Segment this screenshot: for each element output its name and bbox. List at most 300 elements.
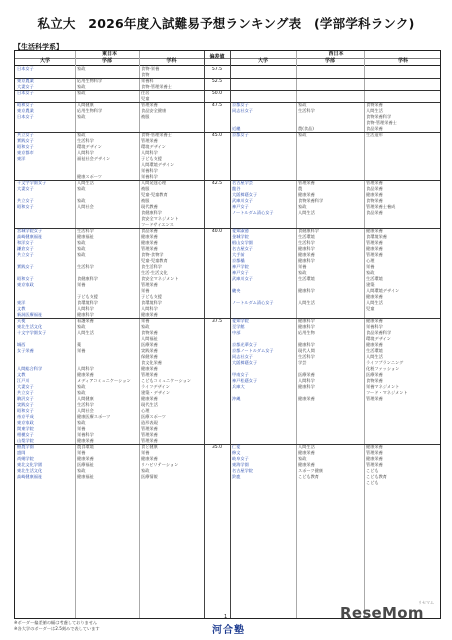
west-university-cell: ノートルダム清心女子: [232, 210, 274, 215]
footnote-2: ※各大学のボーダーは2.5刻みで表しています: [14, 626, 100, 631]
east-faculty-cell: 応用生物科学: [77, 78, 103, 83]
west-faculty-cell: 生活科学: [298, 240, 315, 245]
west-department-cell: 心理: [366, 258, 375, 263]
east-faculty-cell: 家政: [77, 468, 86, 473]
east-department-cell: 医療スポーツ: [141, 414, 166, 419]
east-department-cell: 健康栄養: [141, 396, 158, 401]
east-department-cell: 管理栄養: [141, 438, 158, 443]
difficulty-value: 37.5: [211, 319, 223, 324]
east-department-cell: こどもコミュニケーション: [141, 378, 191, 383]
east-department-cell: 食物: [141, 72, 150, 77]
east-university-cell: 共立女子: [17, 198, 34, 203]
east-department-cell: 管理栄養: [141, 246, 158, 251]
east-university-cell: 天使: [17, 318, 26, 323]
difficulty-value: 52.5: [211, 79, 223, 84]
east-department-cell: 子ども支援: [141, 156, 162, 161]
east-university-cell: 大妻女子: [17, 384, 34, 389]
east-faculty-cell: 家政: [77, 132, 86, 137]
west-department-cell: 管理栄養: [366, 450, 383, 455]
east-faculty-cell: 食健康科学: [77, 276, 98, 281]
east-university-cell: 昭和女子: [17, 144, 34, 149]
west-department-cell: 管理栄養: [366, 252, 383, 257]
west-university-cell: ノートルダム清心女子: [232, 300, 274, 305]
east-university-cell: 高崎健康福祉: [17, 474, 43, 479]
east-department-cell: 管理栄養: [141, 102, 158, 107]
east-faculty-cell: 人間健康: [77, 102, 94, 107]
west-department-cell: ライフプランニング: [366, 360, 404, 365]
ranking-table: [14, 50, 441, 619]
east-faculty-cell: 栄養: [77, 450, 86, 455]
east-col-dept: 学科: [166, 58, 177, 64]
east-university-cell: 関東学院: [17, 426, 34, 431]
east-department-cell: 児童: [141, 96, 150, 101]
east-faculty-cell: 人間社会: [77, 408, 94, 413]
west-faculty-cell: 食健康科学: [298, 228, 319, 233]
east-university-cell: 実践女子: [17, 402, 34, 407]
publisher-logo: 河合塾: [212, 625, 245, 636]
west-department-cell: 食品栄養: [366, 186, 383, 191]
watermark-sub: リセマム: [418, 600, 434, 605]
west-col-faculty: 学部: [324, 58, 335, 64]
east-faculty-cell: 人間生活: [77, 330, 94, 335]
east-university-cell: 東北生活文化: [17, 468, 43, 473]
west-university-cell: 神戸女子: [232, 204, 249, 209]
west-faculty-cell: 人間科学: [298, 378, 315, 383]
east-university-cell: 實践女子: [17, 138, 34, 143]
east-university-cell: 城西: [17, 342, 26, 347]
west-university-cell: 京都ノートルダム女子: [232, 348, 274, 353]
west-department-cell: 人間生活: [366, 108, 383, 113]
west-university-cell: 武庫川女子: [232, 198, 253, 203]
east-faculty-cell: 人間社会: [77, 204, 94, 209]
east-faculty-cell: 人間科学: [77, 150, 94, 155]
east-university-cell: 盛岡: [17, 450, 26, 455]
east-department-cell: 人間環境デザイン: [141, 162, 175, 167]
east-department-cell: 管理栄養: [141, 426, 158, 431]
east-department-cell: 栄養: [141, 318, 150, 323]
west-faculty-cell: 健康科学: [298, 288, 315, 293]
east-faculty-cell: 栄養科学: [77, 432, 94, 437]
west-faculty-cell: 家政: [298, 270, 307, 275]
west-department-cell: 化粧ファッション: [366, 366, 400, 371]
east-department-cell: 被服: [141, 186, 150, 191]
west-university-cell: 金城学院: [232, 234, 249, 239]
west-faculty-cell: 健康栄養: [298, 450, 315, 455]
east-department-cell: 食物栄養: [141, 330, 158, 335]
west-university-cell: 近畿: [232, 126, 241, 131]
watermark-logo: ReseMom: [340, 604, 424, 622]
east-faculty-cell: 生活科学: [77, 402, 94, 407]
west-faculty-cell: 健康科学: [298, 384, 315, 389]
west-university-cell: 畿央: [232, 288, 241, 293]
east-department-cell: 人間発達心理: [141, 180, 167, 185]
east-faculty-cell: メディアコミュニケーション: [77, 378, 131, 383]
east-faculty-cell: 家政: [77, 384, 86, 389]
west-faculty-cell: 管理栄養: [298, 180, 315, 185]
east-department-cell: 管理栄養: [141, 138, 158, 143]
east-university-cell: 十文字学園女子: [17, 330, 47, 335]
west-university-cell: 鈴鹿: [232, 474, 241, 479]
page-title: 私立大 2026年度入試難易予想ランキング表 (学部学科ランク): [37, 16, 415, 31]
difficulty-value: 35.0: [211, 445, 223, 450]
east-department-cell: 健康栄養: [141, 312, 158, 317]
east-department-cell: 被服: [141, 114, 150, 119]
west-university-cell: 京都女子: [232, 102, 249, 107]
east-university-cell: 東京家政: [17, 420, 34, 425]
east-faculty-cell: 健康スポーツ: [77, 174, 102, 179]
west-faculty-cell: 生活科学: [298, 108, 315, 113]
west-faculty-cell: 健康科学: [298, 318, 315, 323]
west-department-cell: こども: [366, 468, 379, 473]
east-university-cell: 鎌倉女子: [17, 246, 34, 251]
divider: [139, 51, 140, 618]
east-col-faculty: 学部: [101, 58, 112, 64]
west-faculty-cell: 健康栄養: [298, 396, 315, 401]
east-faculty-cell: 家政: [77, 324, 86, 329]
east-university-cell: 東北生活文化: [17, 324, 43, 329]
west-university-cell: 中部: [232, 330, 241, 335]
east-department-cell: 健康栄養: [141, 366, 158, 371]
west-university-cell: 修文: [232, 450, 241, 455]
west-department-cell: 児童: [366, 306, 375, 311]
east-department-cell: 栄養: [141, 450, 150, 455]
east-faculty-cell: 医療福祉: [77, 462, 94, 467]
west-department-cell: フード・マネジメント: [366, 390, 408, 395]
west-faculty-cell: こども教育: [298, 474, 319, 479]
east-department-cell: 食物-食物学: [141, 252, 164, 257]
east-university-cell: 新潟医療福祉: [17, 312, 43, 317]
west-japan-header: 西日本: [328, 51, 344, 57]
east-faculty-cell: 人間科学: [77, 306, 94, 311]
west-faculty-cell: 生活環境: [298, 234, 315, 239]
east-department-cell: ライフデザイン: [141, 384, 170, 389]
west-university-cell: 沖縄: [232, 396, 241, 401]
east-university-cell: 共立女子: [17, 132, 34, 137]
divider: [75, 51, 76, 618]
east-faculty-cell: 食環境科学: [77, 300, 98, 305]
east-university-cell: 山梨学院: [17, 438, 34, 443]
east-faculty-cell: 家政: [77, 90, 86, 95]
west-faculty-cell: 生活科学: [298, 354, 315, 359]
east-faculty-cell: 家政: [77, 420, 86, 425]
east-department-cell: 建築・デザイン: [141, 390, 171, 395]
east-university-cell: 東京農業: [17, 108, 34, 113]
west-department-cell: 健康栄養: [366, 342, 383, 347]
west-department-cell: 健康栄養: [366, 444, 383, 449]
east-university-cell: 尚絅学院: [17, 456, 34, 461]
east-university-cell: 女子栄養: [17, 348, 34, 353]
west-department-cell: 食物栄養: [366, 198, 383, 203]
east-department-cell: 人間科学: [141, 306, 158, 311]
west-department-cell: 健康栄養: [366, 246, 383, 251]
west-faculty-cell: 家政: [298, 456, 307, 461]
difficulty-value: 50.0: [211, 91, 223, 96]
east-department-cell: 人間科学: [141, 150, 158, 155]
west-university-cell: 龍谷: [232, 186, 241, 191]
east-department-cell: 人間福祉: [141, 336, 158, 341]
west-university-cell: 大手前: [232, 252, 245, 257]
east-department-cell: 健康栄養: [141, 456, 158, 461]
east-university-cell: 酪農学園: [17, 444, 34, 449]
west-university-cell: 武庫川女子: [232, 276, 253, 281]
west-department-cell: 生活環境: [366, 276, 383, 281]
east-department-cell: 栄養科学: [141, 174, 158, 179]
west-university-cell: 椙山女学園: [232, 240, 253, 245]
west-department-cell: 健康栄養: [366, 192, 383, 197]
east-university-cell: 帝京平成: [17, 414, 34, 419]
west-department-cell: 生活造形: [366, 132, 383, 137]
west-department-cell: 栄養: [366, 264, 375, 269]
west-faculty-cell: 応用生物: [298, 330, 315, 335]
footnote-1: ※ボーダー偏差値の幅は考慮しておりません: [14, 620, 98, 625]
east-faculty-cell: 人間健康: [77, 396, 94, 401]
west-faculty-cell: 医療栄養: [298, 372, 315, 377]
west-faculty-cell: 健康栄養: [298, 252, 315, 257]
west-department-cell: 管理栄養: [366, 396, 383, 401]
east-university-cell: 東京家政: [17, 282, 34, 287]
east-university-cell: 相模女子: [17, 432, 34, 437]
east-faculty-cell: 栄養: [77, 282, 86, 287]
east-university-cell: 共立女子: [17, 252, 34, 257]
east-university-cell: 昭和女子: [17, 102, 34, 107]
east-department-cell: 家政: [141, 468, 150, 473]
east-department-cell: 食健康科学: [141, 210, 162, 215]
east-university-cell: 共立女子: [17, 390, 34, 395]
west-department-cell: 管理栄養: [366, 180, 383, 185]
west-department-cell: こども: [366, 480, 379, 485]
east-faculty-cell: 家政: [77, 252, 86, 257]
west-department-cell: 食環境栄養: [366, 234, 387, 239]
west-department-cell: 管理栄養士養成: [366, 204, 396, 209]
east-japan-header: 東日本: [101, 51, 117, 57]
divider: [364, 51, 365, 618]
east-department-cell: リハビリテーション: [141, 462, 179, 467]
table-header-columns: [15, 58, 440, 66]
east-university-cell: 駒沢女子: [17, 396, 34, 401]
west-department-cell: 食品栄養: [366, 126, 383, 131]
east-department-cell: 食安全マネジメント: [141, 276, 179, 281]
west-col-dept: 学科: [397, 58, 408, 64]
east-university-cell: 東北文化学園: [17, 462, 43, 467]
west-university-cell: 至学館: [232, 324, 245, 329]
west-department-cell: 健康栄養: [366, 318, 383, 323]
west-faculty-cell: 家政: [298, 132, 307, 137]
east-department-cell: 管理栄養: [141, 282, 158, 287]
east-department-cell: 医療栄養: [141, 342, 158, 347]
east-faculty-cell: 健康科学: [77, 312, 94, 317]
east-department-cell: 食物-栄養: [141, 66, 160, 71]
east-faculty-cell: 生活科学: [77, 228, 94, 233]
west-university-cell: 京都光華女子: [232, 342, 258, 347]
west-department-cell: 食品栄養: [366, 210, 383, 215]
east-university-cell: 文教: [17, 372, 26, 377]
east-faculty-cell: 家政: [77, 390, 86, 395]
west-department-cell: 生活環境: [366, 348, 383, 353]
west-faculty-cell: 食物栄養科学: [298, 198, 324, 203]
west-department-cell: 人間生活: [366, 300, 383, 305]
east-faculty-cell: 人間生活: [77, 180, 94, 185]
east-university-cell: 高崎健康福祉: [17, 234, 43, 239]
east-department-cell: 食環境科学: [141, 300, 162, 305]
west-department-cell: 建築: [366, 282, 375, 287]
west-department-cell: 健康栄養: [366, 228, 383, 233]
east-department-cell: 食安全マネジメント: [141, 216, 179, 221]
west-university-cell: 神戸女子: [232, 270, 249, 275]
east-university-cell: 文教: [17, 306, 26, 311]
west-faculty-cell: 現代人間: [298, 348, 315, 353]
west-university-cell: 京都女子: [232, 132, 249, 137]
east-faculty-cell: 農食環境: [77, 444, 94, 449]
east-university-cell: 東洋: [17, 300, 26, 305]
east-department-cell: 管理栄養: [141, 372, 158, 377]
west-department-cell: 管理栄養: [366, 462, 383, 467]
east-university-cell: 昭和女子: [17, 204, 34, 209]
west-col-univ: 大学: [257, 58, 268, 64]
east-faculty-cell: 健康栄養: [77, 372, 94, 377]
east-department-cell: 栄養科学: [141, 168, 158, 173]
east-department-cell: 食文化栄養: [141, 360, 162, 365]
west-department-cell: 環境デザイン: [366, 336, 391, 341]
west-university-cell: 京都橘: [232, 258, 245, 263]
section-label: 【生活科学系】: [14, 43, 63, 51]
east-department-cell: 実践栄養: [141, 348, 158, 353]
east-faculty-cell: 環境デザイン: [77, 144, 102, 149]
east-department-cell: 栄養科: [141, 78, 154, 83]
west-faculty-cell: スポーツ健康: [298, 468, 323, 473]
west-department-cell: 栄養科学: [366, 324, 383, 329]
west-department-cell: 食物栄養: [366, 102, 383, 107]
east-faculty-cell: 子ども支援: [77, 294, 98, 299]
east-faculty-cell: 健康栄養: [77, 456, 94, 461]
east-faculty-cell: 家政: [77, 240, 86, 245]
west-department-cell: 食品栄養科学: [366, 330, 392, 335]
west-faculty-cell: 農: [298, 186, 303, 191]
east-department-cell: 生活-生活文化: [141, 270, 168, 275]
east-department-cell: 保健栄養: [141, 354, 158, 359]
east-university-cell: 日本女子: [17, 114, 34, 119]
east-department-cell: 児童-児童教育: [141, 258, 168, 263]
east-university-cell: 大妻女子: [17, 186, 34, 191]
west-department-cell: 健康栄養: [366, 294, 383, 299]
west-university-cell: 神戸学院: [232, 264, 249, 269]
west-faculty-cell: 健康科学: [298, 342, 315, 347]
west-university-cell: 甲南女子: [232, 372, 249, 377]
west-faculty-cell: 人間生活: [298, 444, 315, 449]
east-faculty-cell: 家政: [77, 246, 86, 251]
west-university-cell: 名古屋学院: [232, 468, 253, 473]
east-department-cell: 被服: [141, 198, 150, 203]
east-faculty-cell: 健康福祉: [77, 234, 94, 239]
east-department-cell: 食品安全健康: [141, 108, 167, 113]
west-department-cell: 医療栄養: [366, 372, 383, 377]
east-department-cell: 食と健康: [141, 444, 158, 449]
west-university-cell: 同志社女子: [232, 108, 253, 113]
east-faculty-cell: 健康医療スポーツ: [77, 414, 111, 419]
divider: [296, 51, 297, 618]
east-university-cell: 東京都市: [17, 150, 34, 155]
west-university-cell: 東海学園: [232, 462, 249, 467]
west-department-cell: 食物栄養: [366, 378, 383, 383]
east-department-cell: 医療情報: [141, 474, 158, 479]
west-department-cell: 管理栄養: [366, 240, 383, 245]
difficulty-header: 偏差値: [209, 54, 225, 60]
west-university-cell: 岐阜女子: [232, 456, 249, 461]
west-department-cell: 家政: [366, 270, 375, 275]
west-university-cell: 名古屋女子: [232, 246, 253, 251]
east-university-cell: 東洋: [17, 156, 26, 161]
east-university-cell: 東京農業: [17, 78, 34, 83]
east-department-cell: 家政: [141, 324, 150, 329]
east-faculty-cell: 家政: [77, 66, 86, 71]
west-department-cell: 人間環境デザイン: [366, 288, 400, 293]
west-department-cell: 人間生活: [366, 354, 383, 359]
east-department-cell: 健康栄養: [141, 234, 158, 239]
west-department-cell: 栄養マネジメント: [366, 384, 400, 389]
east-col-univ: 大学: [39, 58, 50, 64]
east-faculty-cell: 生活科学: [77, 138, 94, 143]
page-number: 1: [224, 614, 228, 620]
west-university-cell: 神戸松蔭女子: [232, 378, 258, 383]
west-faculty-cell: 健康科学: [298, 246, 315, 251]
east-faculty-cell: 家政: [77, 114, 86, 119]
east-university-cell: 十文字学園女子: [17, 180, 47, 185]
east-university-cell: 和洋女子: [17, 240, 34, 245]
difficulty-value: 57.5: [211, 67, 223, 72]
east-department-cell: 食物-管理栄養士: [141, 132, 172, 137]
west-faculty-cell: 学芸: [298, 360, 307, 365]
west-university-cell: 名古屋学芸: [232, 180, 253, 185]
east-university-cell: 人間総合科学: [17, 366, 43, 371]
east-department-cell: 食物-管理栄養士: [141, 84, 172, 89]
west-faculty-cell: 栄養: [298, 264, 307, 269]
west-faculty-cell: 健康科学: [298, 258, 315, 263]
west-faculty-cell: 人間生活: [298, 210, 315, 215]
east-faculty-cell: 生活科学: [77, 264, 94, 269]
west-university-cell: 大阪樟蔭女子: [232, 360, 258, 365]
west-faculty-cell: 健康栄養: [298, 462, 315, 467]
east-department-cell: 子ども支援: [141, 294, 162, 299]
east-university-cell: 昭和女子: [17, 408, 34, 413]
east-faculty-cell: 人間科学: [77, 366, 94, 371]
east-department-cell: 食品栄養: [141, 228, 158, 233]
east-department-cell: 環境デザイン: [141, 144, 166, 149]
east-department-cell: 現代生活: [141, 402, 158, 407]
east-department-cell: 管理栄養: [141, 432, 158, 437]
east-faculty-cell: 健康福祉: [77, 474, 94, 479]
west-university-cell: 兵庫大: [232, 384, 245, 389]
east-university-cell: 日本女子: [17, 90, 34, 95]
west-university-cell: 大阪樟蔭女子: [232, 192, 258, 197]
east-faculty-cell: 薬: [77, 342, 82, 347]
west-faculty-cell: 家政: [298, 102, 307, 107]
difficulty-value: 47.5: [211, 103, 223, 108]
east-faculty-cell: 家政: [77, 198, 86, 203]
east-university-cell: 江戸川: [17, 378, 30, 383]
east-university-cell: 昭和女子: [17, 276, 34, 281]
east-faculty-cell: 福祉社会デザイン: [77, 156, 111, 161]
west-faculty-cell: 健康栄養: [298, 192, 315, 197]
east-faculty-cell: 栄養: [77, 348, 86, 353]
west-faculty-cell: 生活環境: [298, 276, 315, 281]
east-university-cell: 大妻女子: [17, 84, 34, 89]
difficulty-value: 40.0: [211, 229, 223, 234]
east-faculty-cell: 応用生物科学: [77, 108, 103, 113]
west-faculty-cell: 健康科学: [298, 324, 315, 329]
east-department-cell: 現代教養: [141, 204, 158, 209]
east-faculty-cell: 家政: [77, 186, 86, 191]
east-department-cell: 栄養: [141, 288, 150, 293]
east-faculty-cell: 栄養: [77, 426, 86, 431]
